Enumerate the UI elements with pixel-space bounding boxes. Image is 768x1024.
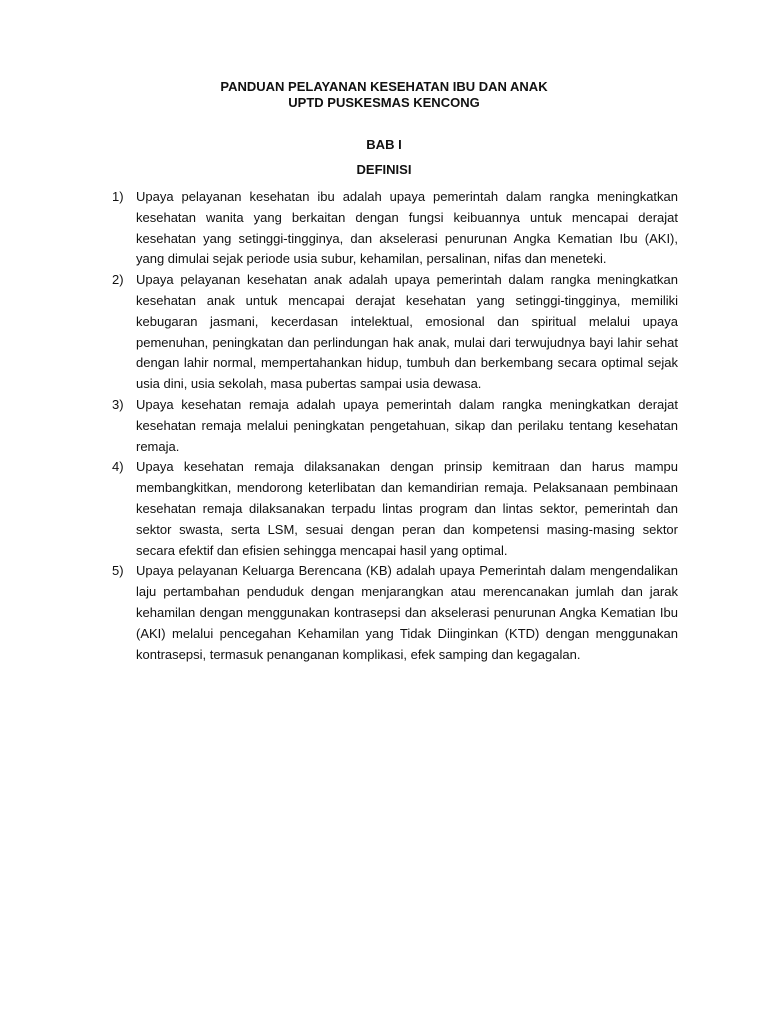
item-text: Upaya pelayanan kesehatan anak adalah upaya pemerintah dalam rangka meningkatkan kesehatan anak untuk mencapai derajat kesehatan yang setinggi-tingginya, memiliki kebugaran jasmani, kecerdasan intelektual, emosional dan spiritual melalui upaya pemenuhan, peningkatan dan perlindungan hak anak, mulai dari terwujudnya bayi lahir sehat dengan lahir normal, mempertahankan hidup, tumbuh dan berkembang secara optimal sejak usia dini, usia sekolah, masa pubertas sampai usia dewasa. — [136, 272, 678, 392]
section-heading: DEFINISI — [356, 162, 412, 177]
title-line-2: UPTD PUSKESMAS KENCONG — [288, 95, 480, 110]
chapter-heading: BAB I — [366, 137, 402, 152]
item-text: Upaya pelayanan Keluarga Berencana (KB) adalah upaya Pemerintah dalam mengendalikan laju pertambahan penduduk dengan menjarangkan atau merencanakan jumlah dan jarak kehamilan dengan menggunakan kontrasepsi dan akselerasi penurunan Angka Kematian Ibu (AKI) melalui pencegahan Kehamilan yang Tidak Diinginkan (KTD) dengan menggunakan kontrasepsi, termasuk penanganan komplikasi, efek samping dan kegagalan. — [136, 563, 678, 662]
list-item — [112, 270, 678, 395]
list-item — [112, 395, 678, 457]
item-number: 1) — [112, 189, 124, 204]
item-text: Upaya pelayanan kesehatan ibu adalah upaya pemerintah dalam rangka meningkatkan kesehatan wanita yang berkaitan dengan fungsi keibuannya untuk mencapai derajat kesehatan yang setinggi-tingginya, dan akselerasi penurunan Angka Kematian Ibu (AKI), yang dimulai sejak periode usia subur, kehamilan, persalinan, nifas dan meneteki. — [136, 189, 678, 267]
item-text: Upaya kesehatan remaja dilaksanakan dengan prinsip kemitraan dan harus mampu membangkitkan, mendorong keterlibatan dan kemandirian remaja. Pelaksanaan pembinaan kesehatan remaja dilaksanakan terpadu lintas program dan lintas sektor, pemerintah dan sektor swasta, serta LSM, sesuai dengan peran dan kompetensi masing-masing sektor secara efektif dan efisien sehingga mencapai hasil yang optimal. — [136, 459, 678, 558]
definition-list — [112, 187, 678, 665]
item-number: 2) — [112, 272, 124, 288]
item-number: 3) — [112, 396, 124, 412]
list-item — [112, 561, 678, 665]
title-line-1: PANDUAN PELAYANAN KESEHATAN IBU DAN ANAK — [220, 79, 548, 94]
document-title — [0, 79, 768, 111]
item-text: Upaya kesehatan remaja adalah upaya pemerintah dalam rangka meningkatkan derajat kesehatan remaja melalui peningkatan pengetahuan, sikap dan perilaku tentang kesehatan remaja. — [136, 396, 678, 454]
list-item — [112, 187, 678, 270]
item-number: 5) — [112, 563, 124, 579]
list-item — [112, 457, 678, 561]
item-number: 4) — [112, 459, 124, 475]
